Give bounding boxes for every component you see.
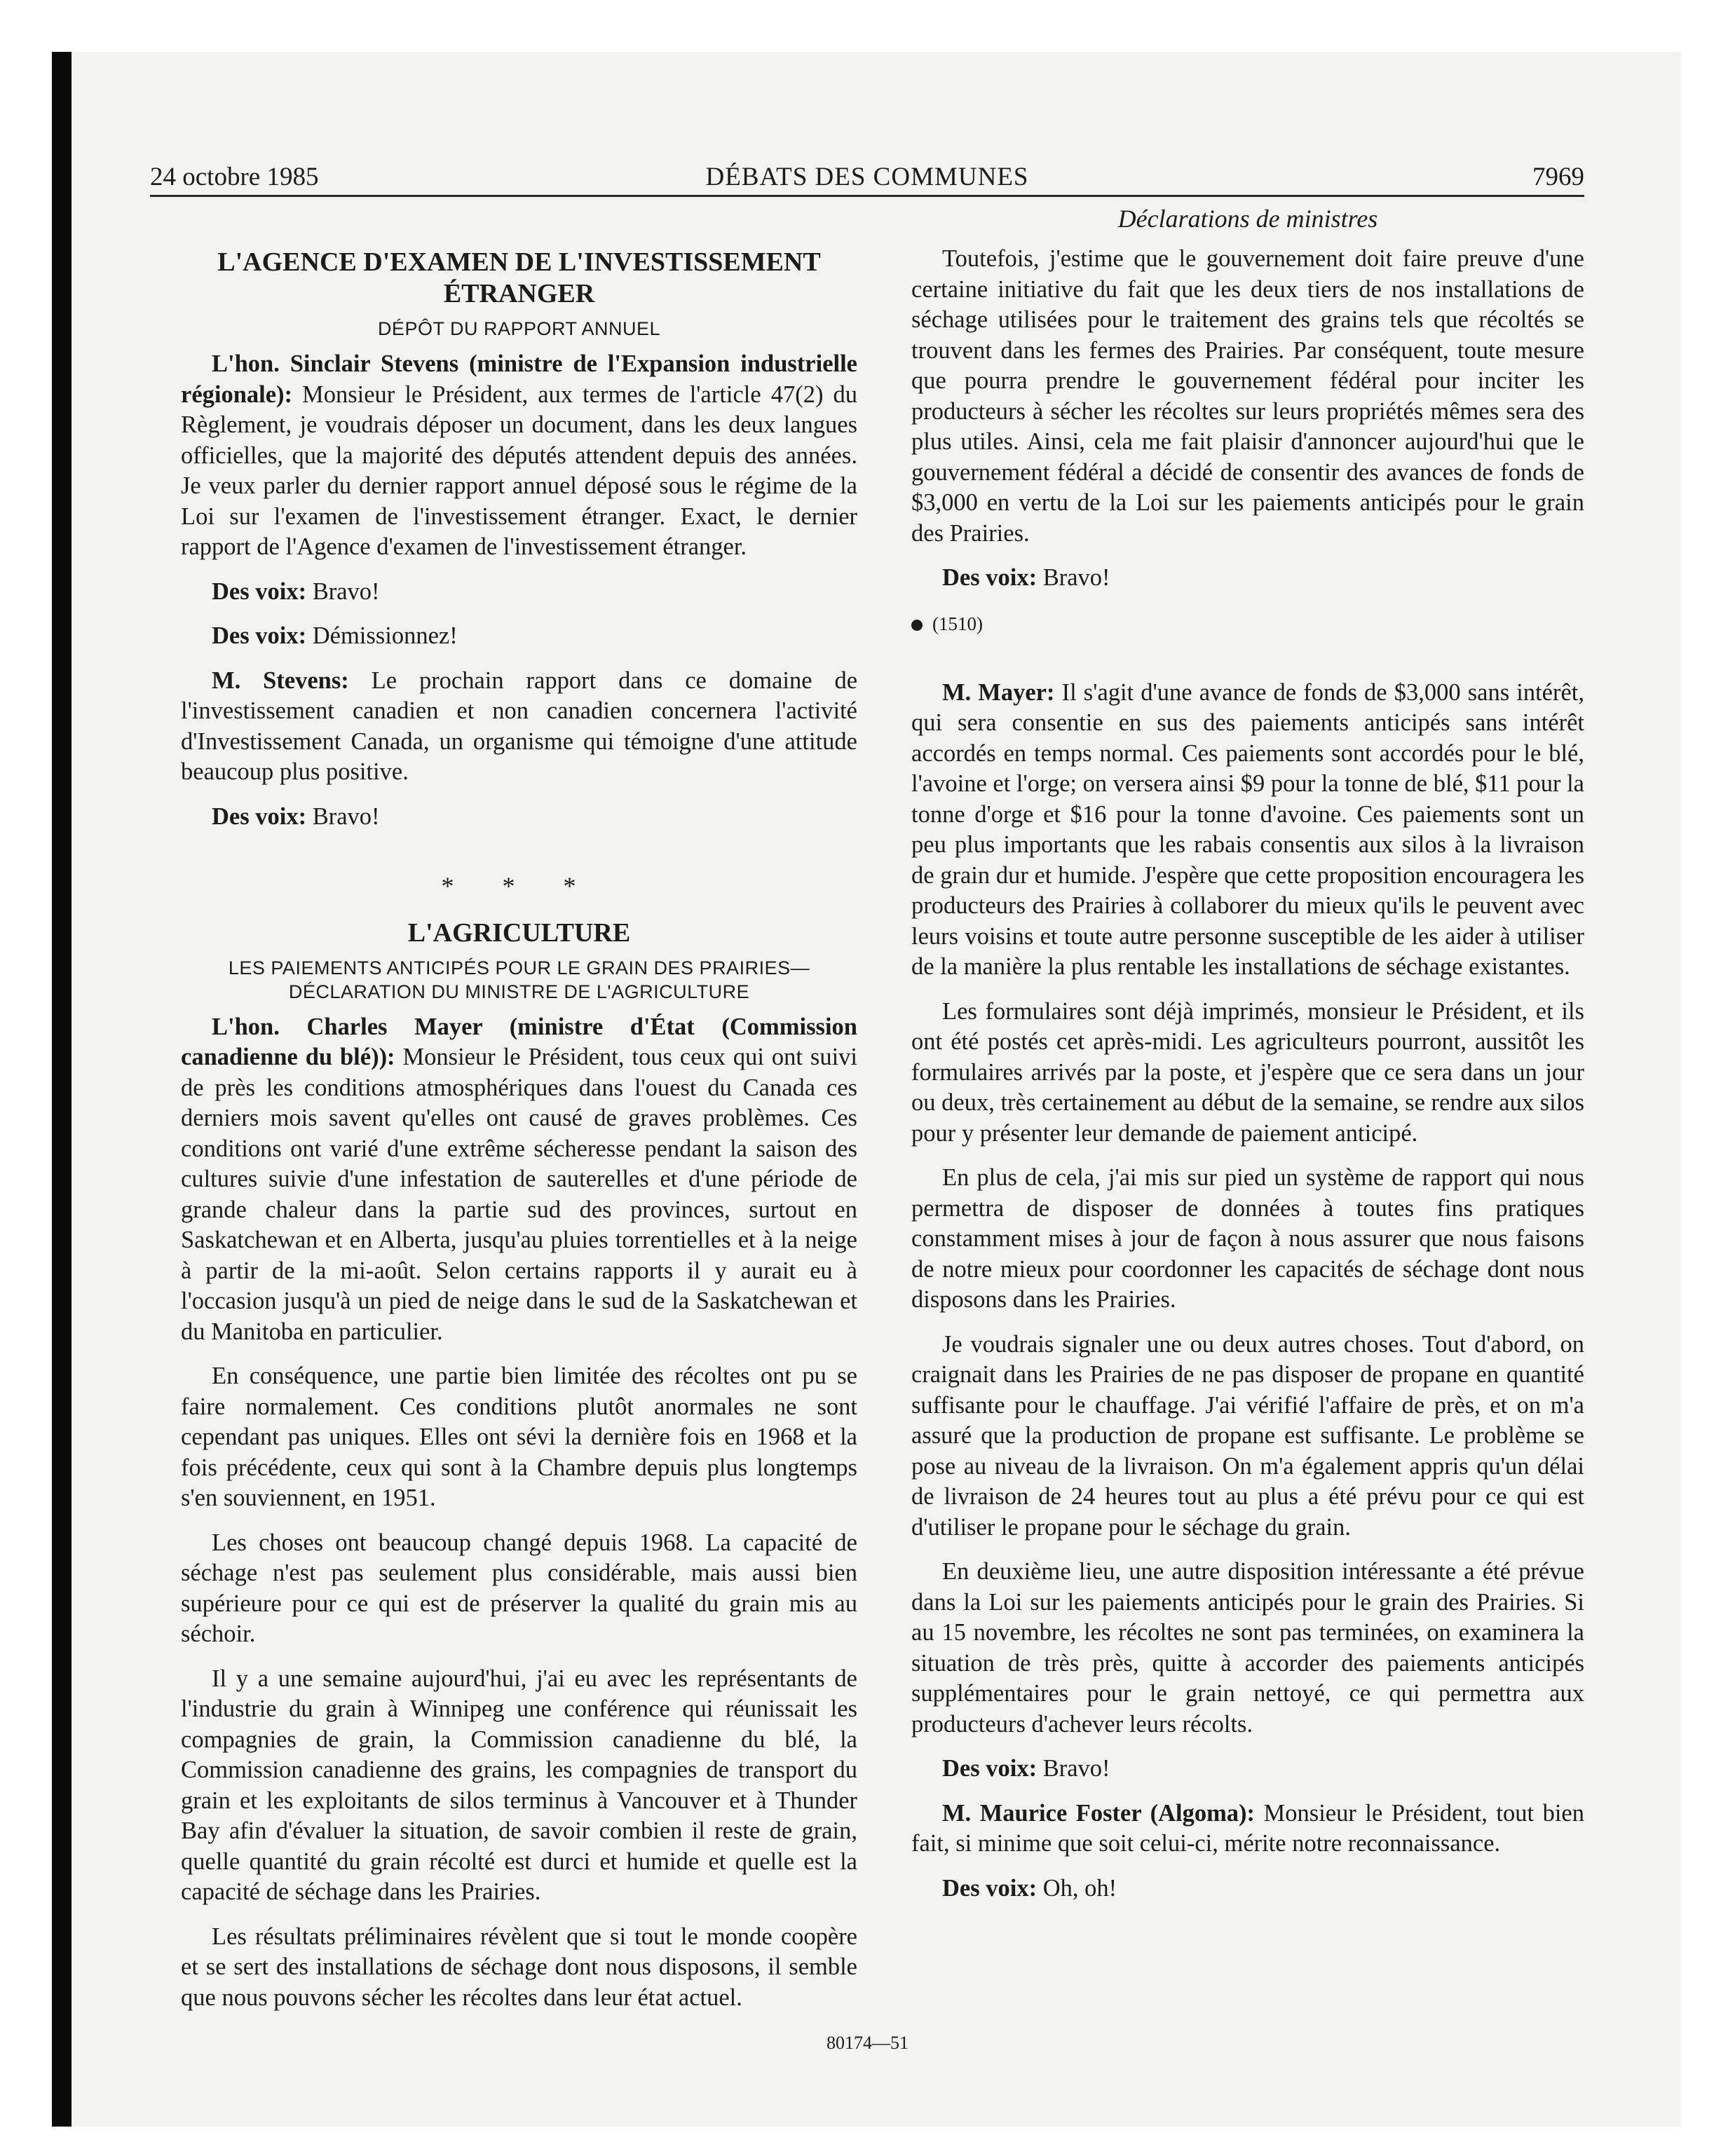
- header-journal-title: DÉBATS DES COMMUNES: [705, 163, 1029, 191]
- paragraph-text: Il s'agit d'une avance de fonds de $3,000 sans intérêt, qui sera consentie en sus des paiements anticipés sans intérêt accordés en temps normal. Ces paiements sont accordés pour le blé, l'avoine et l'orge; on versera ainsi $9 pour la tonne de blé, $11 pour la tonne d'orge et $16 pour la tonne d'avoine. Ces paiements sont un peu plus importants que les rabais consentis aux silos à la livraison de grain dur et humide. J'espère que cette proposition encouragera les producteurs des Prairies à collaborer du mieux qu'ils le peuvent avec leurs voisins et toute autre personne susceptible de les aider à utiliser de la manière la plus rentable les installations de séchage existantes.: [911, 678, 1584, 980]
- paragraph-voices: [911, 1874, 1584, 1904]
- speaker-name: Des voix:: [942, 564, 1037, 591]
- paragraph-stevens-2: [181, 666, 857, 788]
- speaker-name: Des voix:: [212, 578, 307, 605]
- paragraph-foster: [911, 1799, 1584, 1860]
- left-column: [181, 203, 857, 2027]
- section-subtitle-report: DÉPÔT DU RAPPORT ANNUEL: [377, 318, 661, 339]
- speaker-name: Des voix:: [212, 622, 307, 649]
- speaker-name: M. Stevens:: [212, 667, 349, 694]
- paragraph-text-block: Je voudrais signaler une ou deux autres choses. Tout d'abord, on craignait dans les Prairies de ne pas disposer de propane en quantité suffisante pour le chauffage. J'ai vérifié l'affaire de près, et on m'a assuré que la production de propane est suffisante. Le problème se pose au niveau de la livraison. On m'a également appris qu'un délai de livraison de 24 heures tout au plus a été prévu pour ce qui est d'utiliser le propane pour le séchage du grain.: [911, 1330, 1584, 1541]
- running-head: Déclarations de ministres: [1117, 205, 1378, 233]
- paragraph-text: Le prochain rapport dans ce domaine de l'investissement canadien et non canadien concernera l'activité d'Investissement Canada, un organisme qui témoigne d'une attitude beaucoup plus positive.: [181, 667, 858, 785]
- paragraph-text: Monsieur le Président, aux termes de l'article 47(2) du Règlement, je voudrais déposer un document, dans les deux langues officielles, que la majorité des députés attendent depuis des années. Je veux parler du dernier rapport annuel déposé sous le régime de la Loi sur l'examen de l'investissement étranger. Exact, le dernier rapport de l'Agence d'examen de l'investissement étranger.: [181, 381, 857, 560]
- paragraph-text-block: Il y a une semaine aujourd'hui, j'ai eu avec les représentants de l'industrie du grain à Winnipeg une conférence qui réunissait les compagnies de grain, la Commission canadienne du blé, la Commission canadienne des grains, les compagnies de transport du grain et les exploitants de silos terminus à Vancouver et à Thunder Bay afin d'évaluer la situation, de savoir combien il reste de grain, quelle quantité du grain récolté est durci et humide et quelle est la capacité de séchage dans les Prairies.: [181, 1665, 857, 1905]
- section-subtitle-line-2: DÉCLARATION DU MINISTRE DE L'AGRICULTURE: [288, 981, 750, 1002]
- paragraph-text-block: Les formulaires sont déjà imprimés, monsieur le Président, et ils ont été postés cet après-midi. Les agriculteurs pourront, aussitôt les formulaires arrivés par la poste, et j'espère que ce sera dans un jour ou deux, très certainement au début de la semaine, se rendre aux silos pour y présenter leur demande de paiement anticipé.: [911, 997, 1584, 1147]
- page-header: [150, 160, 1584, 197]
- section-separator: * * *: [441, 872, 597, 900]
- section-subtitle-line-1: LES PAIEMENTS ANTICIPÉS POUR LE GRAIN DES PRAIRIES—: [228, 957, 810, 978]
- paragraph-voices: [911, 563, 1584, 594]
- speaker-name: L'hon. Charles Mayer (ministre d'État (Commission canadienne du blé)):: [181, 1013, 857, 1070]
- section-title-investment: L'AGENCE D'EXAMEN DE L'INVESTISSEMENT ÉTRANGER: [217, 247, 821, 308]
- speaker-name: Des voix:: [942, 1874, 1037, 1902]
- paragraph-mayer-2: [911, 678, 1584, 983]
- paragraph-mayer-1: [181, 1012, 857, 1348]
- footer-code: 80174—51: [826, 2033, 909, 2053]
- header-page-number: 7969: [1532, 163, 1584, 191]
- paragraph-voices: [911, 1754, 1584, 1785]
- speaker-name: Des voix:: [942, 1755, 1037, 1782]
- header-date: 24 octobre 1985: [150, 163, 319, 191]
- paragraph-text: Bravo!: [1037, 564, 1110, 591]
- paragraph-text-block: En deuxième lieu, une autre disposition intéressante a été prévue dans la Loi sur les paiements anticipés pour le grain des Prairies. Si au 15 novembre, les récoltes ne sont pas terminées, on examinera la situation de très près, quitte à accorder des paiements anticipés supplémentaires pour le grain nettoyé, ce qui permettra aux producteurs d'achever leurs récolts.: [911, 1558, 1584, 1738]
- paragraph-text-block: Toutefois, j'estime que le gouvernement doit faire preuve d'une certaine initiative du fait que les deux tiers de nos installations de séchage utilisées pour le traitement des grains tels que récoltés se trouvent dans les fermes des Prairies. Par conséquent, toute mesure que pourra prendre le gouvernement fédéral pour inciter les producteurs à sécher les récoltes sur leurs propriétés mêmes sera des plus utiles. Ainsi, cela me fait plaisir d'annoncer aujourd'hui que le gouvernement fédéral a décidé de consentir des avances de fonds de $3,000 en vertu de la Loi sur les paiements anticipés pour le grain des Prairies.: [911, 245, 1584, 547]
- timestamp-text: (1510): [932, 613, 983, 634]
- right-column: [911, 203, 1584, 1918]
- paragraph-text: Monsieur le Président, tout bien fait, si minime que soit celui-ci, mérite notre reconnaissance.: [911, 1799, 1584, 1857]
- paragraph-text-block: Les choses ont beaucoup changé depuis 1968. La capacité de séchage n'est pas seulement plus considérable, mais aussi bien supérieure pour ce qui est de préserver la qualité du grain mis au séchoir.: [181, 1529, 857, 1647]
- speaker-name: L'hon. Sinclair Stevens (ministre de l'Expansion industrielle régionale):: [181, 350, 857, 408]
- paragraph-text: Monsieur le Président, tous ceux qui ont suivi de près les conditions atmosphériques dans l'ouest du Canada ces derniers mois savent qu'elles ont causé de graves problèmes. Ces conditions ont varié d'une extrême sécheresse pendant la saison des cultures suivie d'une infestation de sauterelles et d'une période de grande chaleur dans la partie sud des provinces, surtout en Saskatchewan et en Alberta, jusqu'au pluies torrentielles et à la neige à partir de la mi-août. Selon certains rapports il y aurait eu à l'occasion jusqu'à un pied de neige dans le sud de la Saskatchewan et du Manitoba en particulier.: [181, 1044, 857, 1345]
- section-title-agriculture: L'AGRICULTURE: [407, 917, 631, 948]
- scan-edge: [52, 52, 72, 2127]
- paragraph-text: Démissionnez!: [306, 622, 458, 649]
- paragraph-text: Bravo!: [306, 803, 380, 830]
- paragraph-voices: [181, 621, 857, 652]
- speaker-name: M. Maurice Foster (Algoma):: [942, 1799, 1256, 1827]
- paragraph-text: Oh, oh!: [1037, 1874, 1117, 1902]
- speaker-name: Des voix:: [212, 803, 307, 830]
- paragraph-voices: [181, 802, 857, 833]
- paragraph-text-block: Les résultats préliminaires révèlent que si tout le monde coopère et se sert des installations de séchage dont nous disposons, il semble que nous pouvons sécher les récoltes dans leur état actuel.: [181, 1923, 857, 2011]
- paragraph-stevens-1: [181, 349, 857, 563]
- paragraph-voices: [181, 577, 857, 608]
- speaker-name: M. Mayer:: [942, 678, 1055, 706]
- bullet-dot-icon: [911, 620, 923, 631]
- paragraph-text-block: En plus de cela, j'ai mis sur pied un système de rapport qui nous permettra de disposer de données à toutes fins pratiques constamment mises à jour de façon à nous assurer que nous faisons de notre mieux pour coordonner les capacités de séchage dont nous disposons dans les Prairies.: [911, 1164, 1584, 1313]
- paragraph-text-block: En conséquence, une partie bien limitée des récoltes ont pu se faire normalement. Ces conditions plutôt anormales ne sont cependant pas uniques. Elles ont sévi la dernière fois en 1968 et la fois précédente, ceux qui sont à la Chambre depuis plus longtemps s'en souviennent, en 1951.: [181, 1363, 857, 1511]
- timestamp: [911, 612, 1584, 636]
- paragraph-text: Bravo!: [1037, 1755, 1110, 1782]
- paragraph-text: Bravo!: [306, 578, 380, 605]
